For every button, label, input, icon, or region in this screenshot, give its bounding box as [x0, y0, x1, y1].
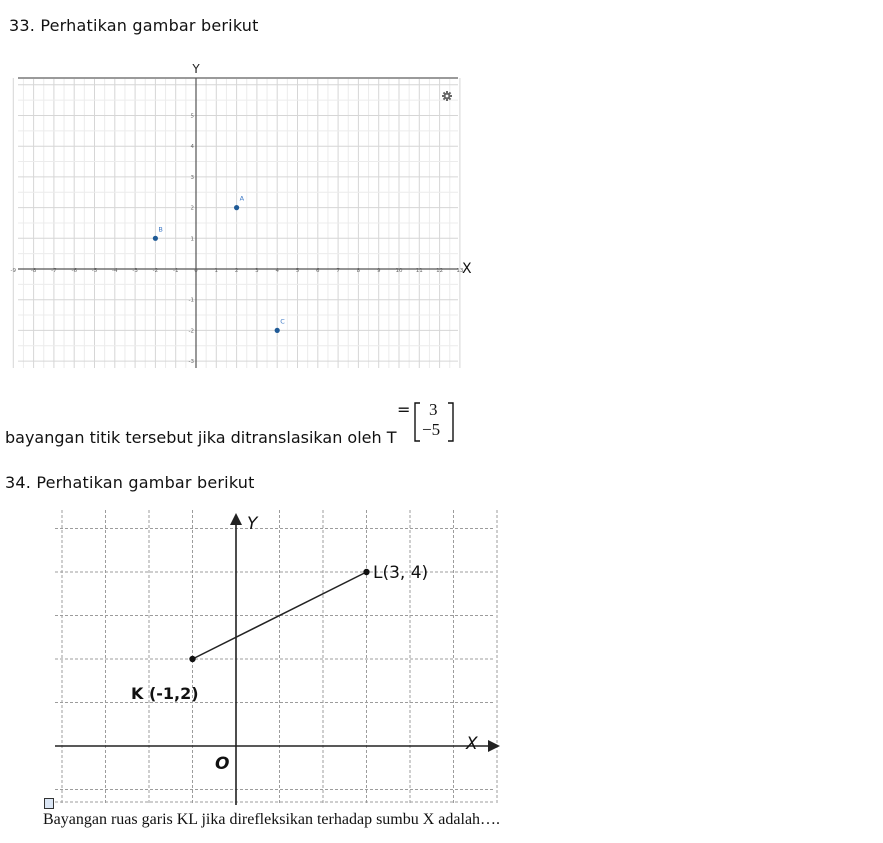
vector-bottom: −5 [422, 420, 441, 439]
x-tick-label: 12 [436, 268, 444, 274]
x-tick-label: -6 [71, 268, 77, 274]
point-c [275, 328, 280, 333]
x-tick-label: 4 [275, 268, 279, 274]
equals-sign: = [397, 400, 411, 419]
x-tick-label: 13 [456, 268, 464, 274]
point-k [189, 656, 195, 662]
x-tick-label: 3 [255, 268, 259, 274]
x-tick-label: 9 [376, 268, 381, 274]
x-tick-label: -1 [172, 268, 179, 274]
gear-icon [442, 91, 452, 101]
image-placeholder-icon [44, 798, 54, 809]
x-tick-label: 1 [214, 268, 219, 274]
x-tick-label: -7 [51, 268, 57, 274]
x-tick-label: 0 [194, 268, 198, 274]
x-tick-label: 10 [395, 268, 403, 274]
x-axis-arrow [488, 740, 500, 752]
y-tick-label: 1 [190, 236, 194, 243]
point-label-c: C [280, 317, 285, 326]
point-l [363, 569, 369, 575]
q33-question-text: bayangan titik tersebut jika ditranslasikan oleh T [5, 428, 397, 447]
q34-title: 34. Perhatikan gambar berikut [5, 473, 255, 492]
x-tick-label: -2 [152, 268, 159, 274]
vector-top: 3 [429, 400, 438, 419]
origin-label: O [215, 754, 230, 774]
y-tick-label: 5 [190, 113, 194, 120]
y-axis-title: Y [247, 514, 258, 534]
x-tick-label: 5 [295, 268, 300, 274]
x-tick-label: -8 [30, 268, 37, 274]
q33-graph [0, 56, 490, 376]
y-tick-label: -1 [188, 297, 194, 304]
x-tick-label: -5 [91, 268, 98, 274]
x-tick-label: 6 [316, 268, 320, 274]
point-label-a: A [239, 194, 245, 203]
point-label-l: L(3, 4) [373, 563, 429, 583]
y-axis-title: Y [192, 62, 200, 76]
q34-graph [0, 505, 520, 810]
x-tick-label: 8 [356, 268, 361, 274]
y-tick-label: 4 [190, 144, 194, 151]
q34-question-text: Bayangan ruas garis KL jika direfleksikan terhadap sumbu X adalah…. [43, 811, 501, 828]
x-tick-label: -3 [132, 268, 138, 274]
y-axis-arrow [230, 513, 242, 525]
point-b [153, 236, 158, 241]
translation-vector [397, 398, 459, 444]
x-axis-title: X [466, 734, 478, 754]
point-label-k: K (-1,2) [131, 684, 199, 703]
x-tick-label: 11 [415, 268, 423, 274]
point-label-b: B [158, 225, 163, 234]
y-tick-label: -2 [188, 328, 194, 335]
q33-title: 33. Perhatikan gambar berikut [9, 16, 259, 35]
point-a [234, 205, 239, 210]
x-tick-label: 2 [234, 268, 239, 274]
y-tick-label: 2 [190, 205, 194, 212]
x-tick-label: -4 [112, 268, 118, 274]
x-tick-label: 7 [336, 268, 340, 274]
y-tick-label: 3 [190, 174, 194, 181]
y-tick-label: -3 [188, 359, 194, 366]
x-axis-title: X [462, 261, 472, 277]
x-tick-label: -9 [10, 268, 17, 274]
